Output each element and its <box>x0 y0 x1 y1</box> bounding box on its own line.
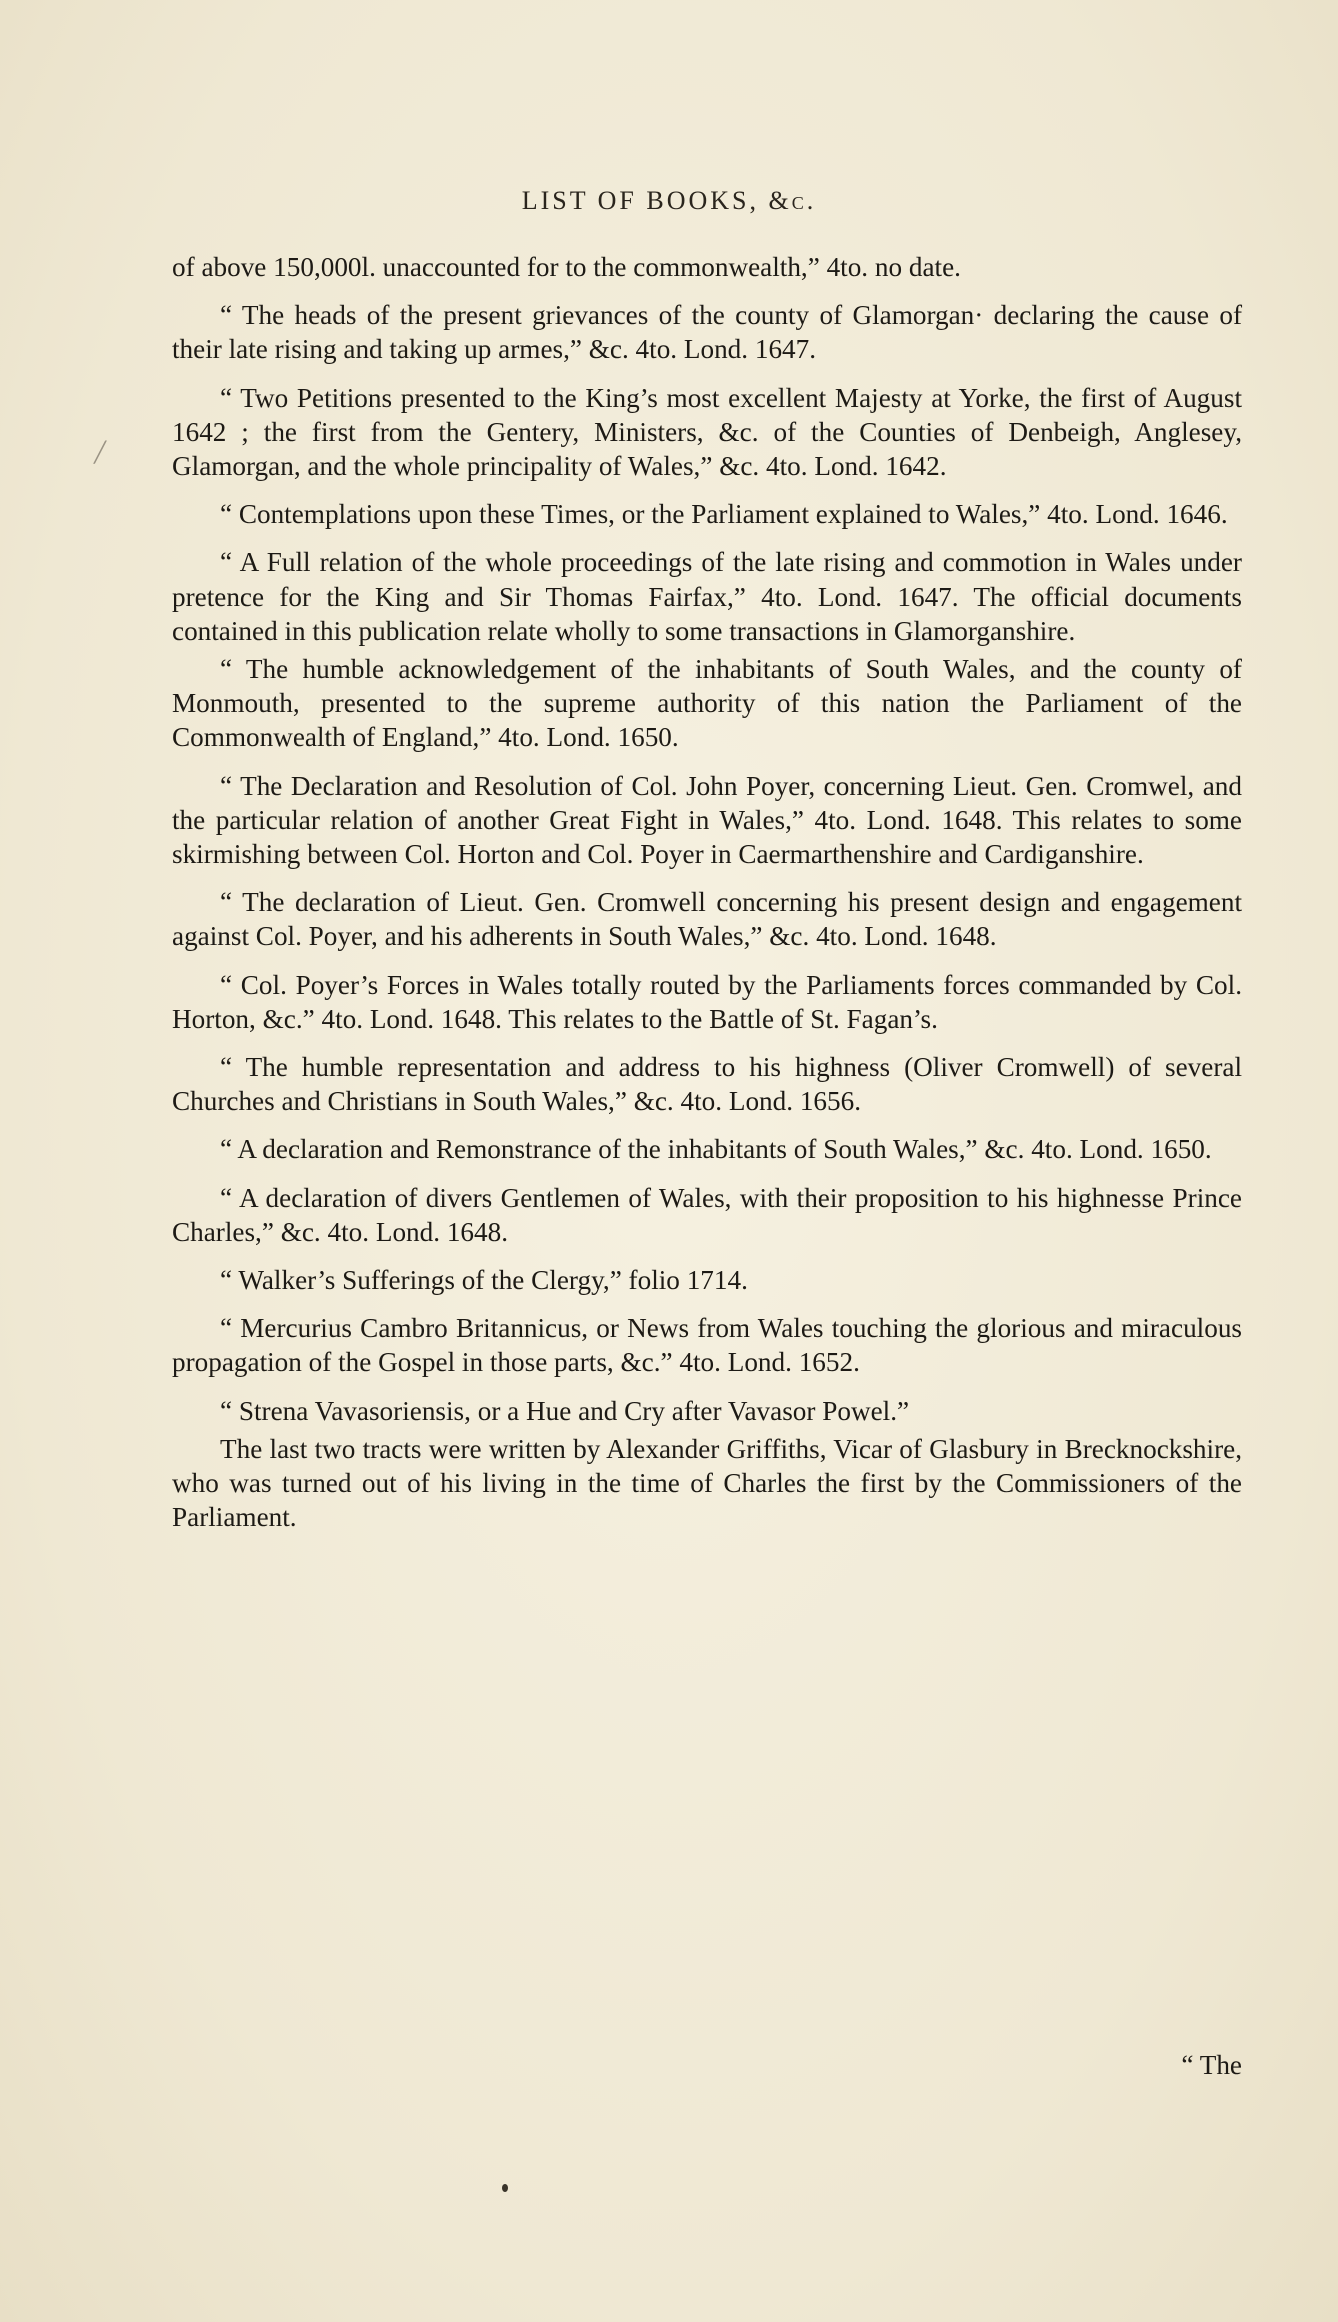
bibliography-entry: “ The Declaration and Resolution of Col. John Poyer, concerning Lieut. Gen. Cromwel, and the particular relation of another Great Fight in Wales,” 4to. Lond. 1648. This relates to some skirmishing between Col. Horton and Col. Poyer in Caermarthenshire and Cardiganshire. <box>172 770 1242 870</box>
bibliography-entry: “ Strena Vavasoriensis, or a Hue and Cry after Vavasor Powel.” <box>220 1395 910 1426</box>
bibliography-entry: of above 150,000l. unaccounted for to the commonwealth,” 4to. no date. <box>172 252 961 282</box>
margin-pencil-mark: ╱ <box>94 442 107 464</box>
bibliography-entry: “ The heads of the present grievances of the county of Glamorgan· declaring the cause of their late rising and taking up armes,” &c. 4to. Lond. 1647. <box>172 300 1242 365</box>
ink-speck <box>502 2184 508 2192</box>
bibliography-entry: “ A declaration of divers Gentlemen of Wales, with their proposition to his highnesse Prince Charles,” &c. 4to. Lond. 1648. <box>172 1182 1242 1247</box>
bibliography-entry: “ Col. Poyer’s Forces in Wales totally routed by the Parliaments forces commanded by Col. Horton, &c.” 4to. Lond. 1648. This relates to the Battle of St. Fagan’s. <box>172 969 1242 1034</box>
bibliography-entry: The last two tracts were written by Alexander Griffiths, Vicar of Glasbury in Brecknockshire, who was turned out of his living in the time of Charles the first by the Commissioners of the Parliament. <box>172 1433 1242 1533</box>
bibliography-entry: “ The declaration of Lieut. Gen. Cromwell concerning his present design and engagement against Col. Poyer, and his adherents in South Wales,” &c. 4to. Lond. 1648. <box>172 887 1242 952</box>
bibliography-entry: “ Mercurius Cambro Britannicus, or News from Wales touching the glorious and miraculous propagation of the Gospel in those parts, &c.” 4to. Lond. 1652. <box>172 1313 1242 1378</box>
bibliography-entry: “ Two Petitions presented to the King’s most excellent Majesty at Yorke, the first of August 1642 ; the first from the Gentery, Ministers, &c. of the Counties of Denbeigh, Anglesey, Glamorgan, and the whole principality of Wales,” &c. 4to. Lond. 1642. <box>172 382 1242 482</box>
catchword: “ The <box>1181 2050 1242 2080</box>
bibliography-entry: “ Contemplations upon these Times, or the Parliament explained to Wales,” 4to. Lond. 1646. <box>220 499 1228 530</box>
bibliography-entry: “ The humble acknowledgement of the inhabitants of South Wales, and the county of Monmouth, presented to the supreme authority of this nation the Parliament of the Commonwealth of England,” 4to. Lond. 1650. <box>172 654 1242 753</box>
bibliography-entry: “ A declaration and Remonstrance of the inhabitants of South Wales,” &c. 4to. Lond. 1650. <box>220 1134 1212 1165</box>
running-head: LIST OF BOOKS, &c. <box>521 186 817 215</box>
bibliography-entry: “ The humble representation and address to his highness (Oliver Cromwell) of several Churches and Christians in South Wales,” &c. 4to. Lond. 1656. <box>172 1052 1242 1117</box>
bibliography-entry: “ A Full relation of the whole proceedings of the late rising and commotion in Wales under pretence for the King and Sir Thomas Fairfax,” 4to. Lond. 1647. The official documents contained in this publication relate wholly to some transactions in Glamorganshire. <box>172 547 1242 646</box>
bibliography-text <box>172 250 1242 1549</box>
bibliography-entry: “ Walker’s Sufferings of the Clergy,” folio 1714. <box>220 1265 748 1296</box>
